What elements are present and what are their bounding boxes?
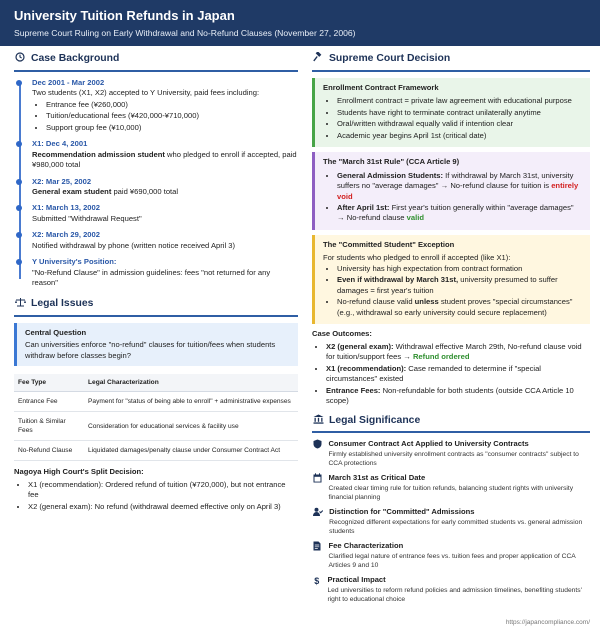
case-outcomes-title: Case Outcomes: (312, 329, 372, 339)
list-item: • Enrollment contract = private law agreement with educational purpose (337, 96, 582, 106)
fee-table (14, 374, 298, 461)
table-header: Legal Characterization (84, 374, 298, 392)
split-decision-title: Nagoya High Court's Split Decision: (14, 467, 144, 477)
central-question-title: Central Question (25, 327, 87, 337)
user-check-icon (312, 507, 323, 536)
list-item: • X2 (general exam): Withdrawal effective March 29th, No-refund clause void for tuition/support fees → Refund ordered (326, 342, 590, 363)
list-item: • No-refund clause valid unless student proves "special circumstances" (e.g., withdrawal so early university could secure replacement) (337, 297, 582, 318)
footer-url: https://japancompliance.com/ (505, 619, 590, 627)
timeline-item: X1: March 13, 2002 Submitted "Withdrawal Request" (32, 203, 298, 224)
list-item: • After April 1st: First year's tuition generally within "average damages" → No-refund clause valid (337, 203, 582, 224)
legal-significance-heading: Legal Significance (312, 414, 590, 434)
case-outcomes-list (326, 342, 590, 407)
left-column (14, 52, 298, 609)
list-item: • X1 (recommendation): Ordered refund of tuition (¥720,000), but not entrance fee (28, 480, 298, 501)
list-item: • Entrance Fees: Non-refundable for both students (outside CCA Article 10 scope) (326, 386, 590, 407)
table-header: Fee Type (14, 374, 84, 392)
table-row: Tuition & Similar Fees Consideration for educational services & facility use (14, 412, 298, 441)
march-rule-box: The "March 31st Rule" (CCA Article 9) • General Admission Students: If withdrawal by March 31st, university suffers no "average damages" → No-refund clause for tuition is entirely void • After April 1st: First year's tuition generally within "average damages" → No-refund clause valid (312, 152, 590, 230)
committed-student-box: The "Committed Student" Exception For students who pledged to enroll if accepted (like X1): • University has high expectation from contract formation • Even if withdrawal by March 31st, university presumed to suffer damages = first year's tuition • No-refund clause valid unless student proves "special circumstances" (e.g., withdrawal so early university could secure replacement) (312, 235, 590, 324)
list-item: • Oral/written withdrawal equally valid if intention clear (337, 119, 582, 129)
page-header (0, 0, 600, 46)
timeline-date: Y University's Position: (32, 257, 117, 267)
history-icon (14, 52, 26, 67)
list-item: • Students have right to terminate contract unilaterally anytime (337, 108, 582, 118)
table-row: Entrance Fee Payment for "status of being able to enroll" + administrative expenses (14, 392, 298, 412)
split-decision-list (28, 480, 298, 512)
list-item: • X1 (recommendation): Case remanded to determine if "special circumstances" existed (326, 364, 590, 385)
timeline-text: Two students (X1, X2) accepted to Y University, paid fees including: (32, 88, 260, 98)
list-item: • Even if withdrawal by March 31st, university presumed to suffer damages = first year's tuition (337, 275, 582, 296)
central-question-text: Can universities enforce "no-refund" clauses for tuition/fees when students withdraw before classes begin? (25, 340, 276, 360)
list-item: • Academic year begins April 1st (critical date) (337, 131, 582, 141)
central-question-box (14, 323, 298, 366)
list-item: • University has high expectation from contract formation (337, 264, 582, 274)
fee-bullet: • Entrance fee (¥260,000) (46, 100, 298, 110)
significance-item: Fee Characterization Clarified legal nature of entrance fees vs. tuition fees and proper application of CCA Articles 9 and 10 (312, 541, 590, 570)
timeline-item: X1: Dec 4, 2001 Recommendation admission student who pledged to enroll if accepted, paid ¥980,000 total (32, 139, 298, 170)
significance-item: Distinction for "Committed" Admissions Recognized different expectations for early committed students vs. general admission students (312, 507, 590, 536)
list-item: • X2 (general exam): No refund (withdrawal deemed effective only on April 3) (28, 502, 298, 512)
page-subtitle: Supreme Court Ruling on Early Withdrawal and No-Refund Clauses (November 27, 2006) (14, 27, 356, 38)
legal-issues-heading: Legal Issues (14, 297, 298, 317)
framework-box: Enrollment Contract Framework • Enrollment contract = private law agreement with educational purpose • Students have right to terminate contract unilaterally anytime • Oral/written withdrawal equally valid if intention clear • Academic year begins April 1st (critical date) (312, 78, 590, 147)
timeline-date: Dec 2001 - Mar 2002 (32, 77, 105, 87)
timeline-item: X2: Mar 25, 2002 General exam student paid ¥690,000 total (32, 177, 298, 198)
calendar-icon (312, 473, 323, 502)
timeline-date: X1: Dec 4, 2001 (32, 139, 88, 149)
shield-icon (312, 439, 322, 468)
significance-item: $ Practical Impact Led universities to reform refund policies and admission timelines, benefiting students' right to educational choice (312, 575, 590, 604)
timeline-date: X1: March 13, 2002 (32, 203, 100, 213)
timeline-item: X2: March 29, 2002 Notified withdrawal by phone (written notice received April 3) (32, 230, 298, 251)
supreme-court-heading: Supreme Court Decision (312, 52, 590, 72)
table-row: No-Refund Clause Liquidated damages/penalty clause under Consumer Contract Act (14, 441, 298, 461)
page-title: University Tuition Refunds in Japan (14, 8, 235, 23)
significance-item: Consumer Contract Act Applied to University Contracts Firmly established university enrollment contracts as "consumer contracts" subject to CCA protections (312, 439, 590, 468)
list-item: • General Admission Students: If withdrawal by March 31st, university suffers no "average damages" → No-refund clause for tuition is entirely void (337, 171, 582, 202)
dollar-icon: $ (314, 576, 320, 587)
scales-icon (14, 297, 26, 312)
right-column (312, 52, 590, 609)
significance-item: March 31st as Critical Date Created clear timing rule for tuition refunds, balancing student rights with university financial planning (312, 473, 590, 502)
timeline-item (32, 78, 298, 133)
timeline-item: Y University's Position: "No-Refund Clause" in admission guidelines: fees "not returned for any reason" (32, 257, 298, 288)
case-background-heading: Case Background (14, 52, 298, 72)
fee-bullet: • Tuition/educational fees (¥420,000-¥710,000) (46, 111, 298, 121)
fee-bullet: • Support group fee (¥10,000) (46, 123, 298, 133)
timeline-date: X2: Mar 25, 2002 (32, 176, 92, 186)
case-timeline (14, 78, 298, 289)
timeline-date: X2: March 29, 2002 (32, 230, 100, 240)
document-icon (312, 541, 323, 570)
landmark-icon (312, 414, 324, 429)
gavel-icon (312, 52, 324, 67)
